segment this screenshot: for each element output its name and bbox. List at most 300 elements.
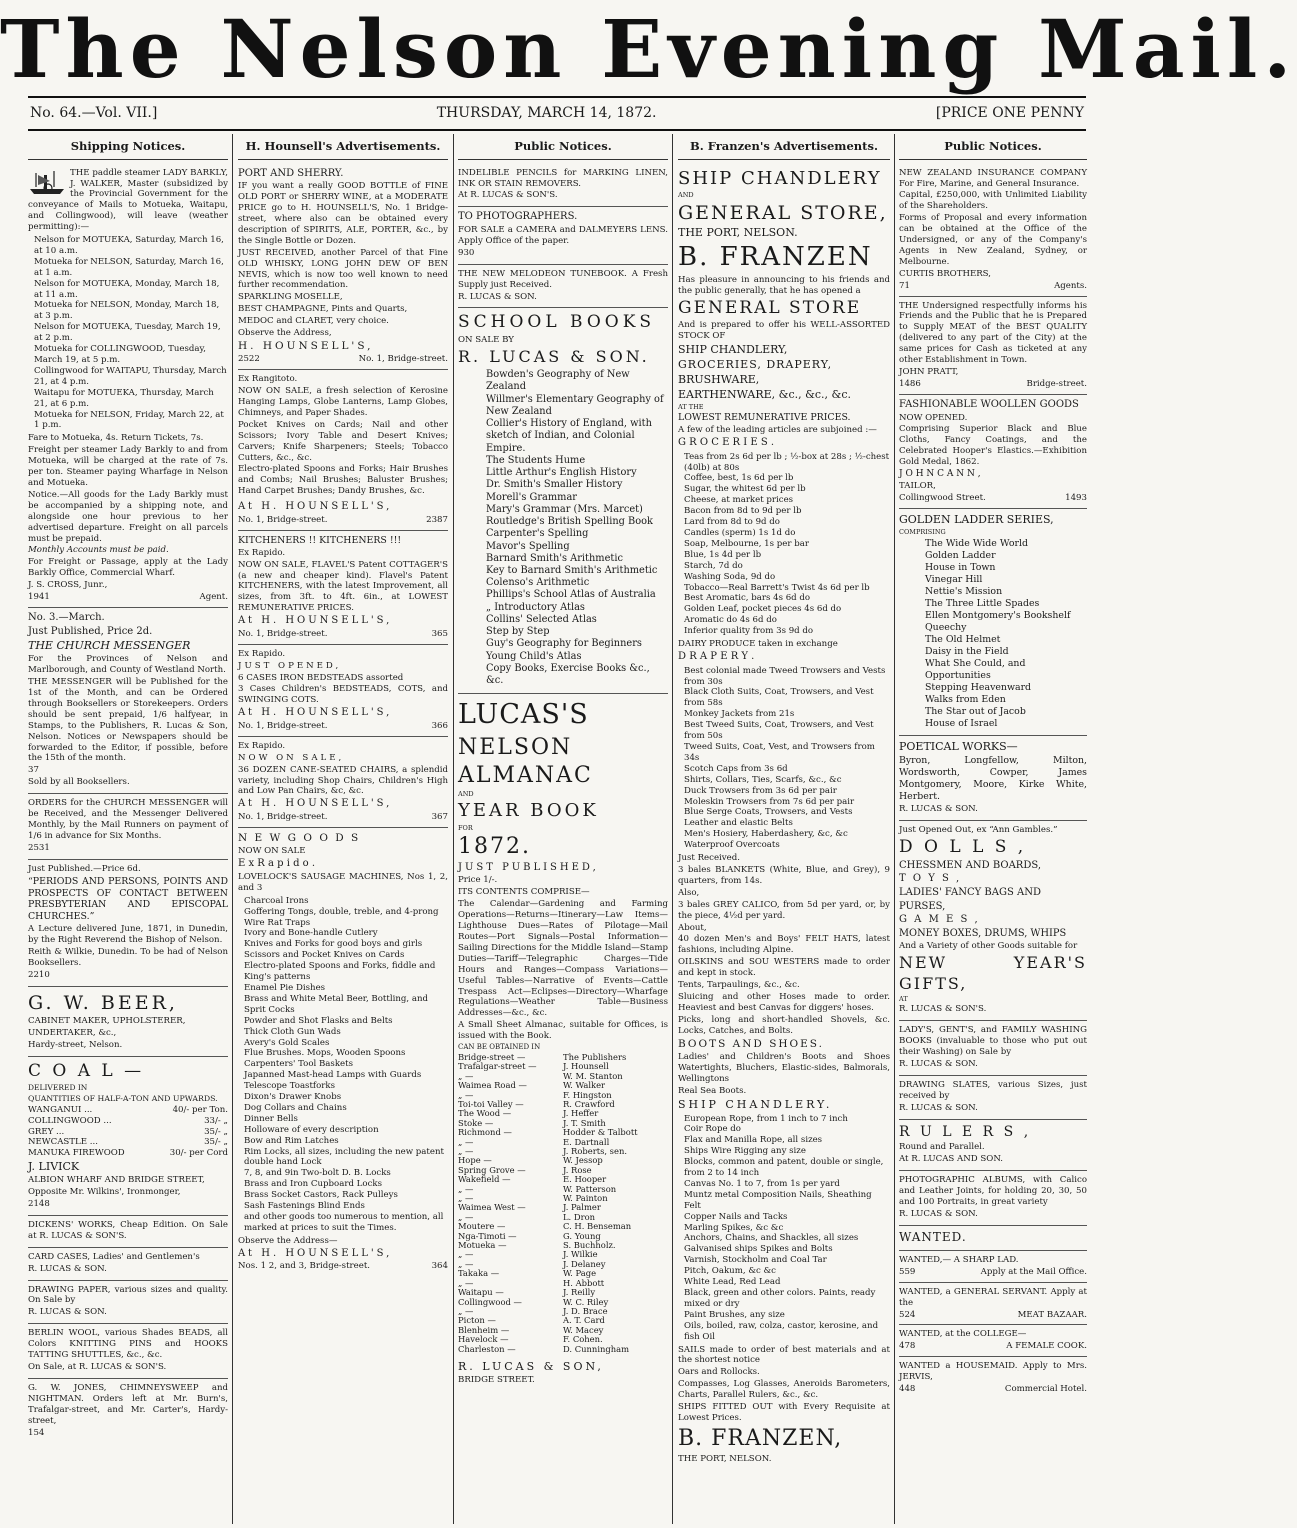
agent-name: J. Heffer xyxy=(563,1108,599,1119)
grocery-item: Blue, 1s 4d per lb xyxy=(684,549,762,560)
washing-by: R. LUCAS & SON. xyxy=(899,1058,978,1069)
periods-title: “PERIODS AND PERSONS, POINTS AND PROSPECTS OF CONTACT BETWEEN PRESBYTERIAN AND EPISCOPAL CHURCHES.” xyxy=(28,875,228,923)
book-item: Guy's Geography for Beginners xyxy=(486,638,642,650)
new-goods-title: N E W G O O D S xyxy=(238,831,361,844)
ladder-book-item: Stepping Heavenward xyxy=(925,681,1032,693)
hounsell-addr: No. 1, Bridge-street. xyxy=(238,514,328,525)
bedsteads-ad xyxy=(238,645,448,737)
goods-item: Dinner Bells xyxy=(244,1113,298,1124)
sailing-item: Motueka for NELSON, Saturday, March 16, at 1 a.m. xyxy=(34,256,224,278)
goods-item: Charcoal Irons xyxy=(244,895,309,906)
albums-text: PHOTOGRAPHIC ALBUMS, with Calico and Leather Joints, for holding 20, 30, 50 and 100 Portraits, in great variety xyxy=(899,1175,1087,1207)
washing-text: LADY'S, GENT'S, and FAMILY WASHING BOOKS (invaluable to those who put out their Washing) on Sale by xyxy=(899,1025,1087,1057)
hats-line: 40 dozen Men's and Boys' FELT HATS, latest fashions, including Alpine. xyxy=(678,934,890,956)
goods-item: Goffering Tongs, double, treble, and 4-prong xyxy=(244,906,439,917)
ex-ship: Ex Rangitoto. xyxy=(238,374,298,385)
goods-item: Powder and Shot Flasks and Belts xyxy=(244,1015,393,1026)
agent-name: G. Young xyxy=(563,1230,601,1241)
agent-place: The Wood — xyxy=(458,1108,512,1119)
sparkling: SPARKLING MOSELLE, xyxy=(238,292,343,303)
almanac-price: Price 1/-. xyxy=(458,875,498,886)
ladder-book-item: Golden Ladder xyxy=(925,550,996,562)
ladder-title: GOLDEN LADDER SERIES, xyxy=(899,513,1054,527)
book-item: Young Child's Atlas xyxy=(486,650,582,662)
sailing-item: Nelson for MOTUEKA, Saturday, March 16, at 10 a.m. xyxy=(34,235,224,256)
agent-place: Toi-toi Valley — xyxy=(458,1098,524,1109)
agent-name: F. Cohen. xyxy=(563,1334,603,1345)
cards-text: CARD CASES, Ladies' and Gentlemen's xyxy=(28,1251,200,1262)
sweep-ad xyxy=(28,1379,228,1444)
franzen-footer-name: B. FRANZEN, xyxy=(678,1425,843,1451)
comprising-text: Comprising Superior Black and Blue Cloths, Fancy Coatings, and the Celebrated Hooper's Elastics.—Exhibition Gold Medal, 1862. xyxy=(899,424,1087,468)
pleasure-text: Has pleasure in announcing to his friends and the public generally, that he has opened a xyxy=(678,274,890,296)
agent-name: E. Dartnall xyxy=(563,1136,610,1147)
agent-name: The Publishers xyxy=(563,1051,627,1062)
wanted-cook-ad xyxy=(899,1325,1087,1357)
rangitoto-ad xyxy=(238,370,448,531)
poetical-ad xyxy=(899,736,1087,821)
hounsell-addr: No. 1, Bridge-street. xyxy=(238,628,328,639)
hounsell-addr: No. 1, Bridge-street. xyxy=(238,812,328,823)
book-item: Willmer's Elementary Geography of New Zealand xyxy=(486,393,664,417)
grocery-item: Teas from 2s 6d per lb ; ½-box at 28s ; ½-chest (40lb) at 80s xyxy=(684,451,890,473)
freight: Freight per steamer Lady Barkly to and from Motueka, will be charged at the rate of 7s. per ton. Steamer paying Wharfage in Nelson and Motueka. xyxy=(28,445,228,488)
slates-text: DRAWING SLATES, various Sizes, just received by xyxy=(899,1079,1087,1101)
offer-text: And is prepared to offer his WELL-ASSORTED STOCK OF xyxy=(678,320,890,342)
goods-item: Dog Collars and Chains xyxy=(244,1102,347,1113)
agent-name: J. D. Brace xyxy=(563,1305,608,1316)
almanac-ad xyxy=(458,694,668,1390)
goods-item: Scissors and Pocket Knives on Cards xyxy=(244,950,405,961)
port-line: THE PORT, NELSON. xyxy=(678,225,798,239)
rulers-sub: Round and Parallel. xyxy=(899,1142,985,1153)
sailing-item: Motueka for NELSON, Friday, March 22, at 1 p.m. xyxy=(34,409,224,431)
cots-text: 3 Cases Children's BEDSTEADS, COTS, and SWINGING COTS. xyxy=(238,684,448,706)
goods-item: Bow and Rim Latches xyxy=(244,1135,339,1146)
wanted-place: A FEMALE COOK. xyxy=(1006,1341,1087,1352)
agent-name: R. Crawford xyxy=(563,1098,615,1109)
sailing-item: Nelson for MOTUEKA, Tuesday, March 19, at 2 p.m. xyxy=(34,322,221,344)
agent-place: Moutere — xyxy=(458,1221,506,1232)
goods-item: 7, 8, and 9in Two-bolt D. B. Locks xyxy=(244,1168,391,1179)
agent-name: D. Cunningham xyxy=(563,1343,630,1354)
school-books-ad xyxy=(458,308,668,694)
chandlery-item: Copper Nails and Tacks xyxy=(684,1211,788,1222)
agent-place: Motueka — xyxy=(458,1240,507,1251)
gifts-at: AT xyxy=(899,995,908,1003)
goods-item: Electro-plated Spoons and Forks, fiddle and King's patterns xyxy=(244,961,436,983)
beer-ad xyxy=(28,987,228,1057)
golden-ladder-ad xyxy=(899,509,1087,736)
ad-number: 2531 xyxy=(28,842,50,853)
sails-line: SAILS made to order of best materials and at the shortest notice xyxy=(678,1344,890,1366)
goods-item: Dixon's Drawer Knobs xyxy=(244,1092,342,1103)
chandlery-item: Ships Wire Rigging any size xyxy=(684,1146,806,1157)
agent-row xyxy=(458,1345,668,1354)
notice: Notice.—All goods for the Lady Barkly must be accompanied by a shipping note, and alongside one hour previous to her advertised departure. Freight on all parcels must be prepaid. xyxy=(28,489,228,544)
ladder-list xyxy=(925,538,1087,729)
book-item: Key to Barnard Smith's Arithmetic xyxy=(486,564,658,576)
coal-seller: J. LIVICK xyxy=(28,1160,80,1174)
contents-head: ITS CONTENTS COMPRISE— xyxy=(458,887,590,898)
drapery-item: Tweed Suits, Coat, Vest, and Trowsers from 34s xyxy=(684,742,875,763)
sweep-text: G. W. JONES, CHIMNEYSWEEP and NIGHTMAN. Orders left at Mr. Burn's, Trafalgar-street, and Mr. Carter's, Hardy-street, xyxy=(28,1382,228,1426)
hounsell-name: At H. HOUNSELL'S, xyxy=(238,615,393,627)
gd-line: GROCERIES, DRAPERY, xyxy=(678,357,833,371)
money-line: MONEY BOXES, DRUMS, WHIPS xyxy=(899,928,1067,940)
photographers-ad xyxy=(458,207,668,264)
wanted-housemaid-ad xyxy=(899,1357,1087,1399)
sea-line: Real Sea Boots. xyxy=(678,1085,747,1096)
almanac-year: 1872. xyxy=(458,833,531,859)
dateline-rule xyxy=(28,129,1086,131)
just-published: JUST PUBLISHED, xyxy=(458,861,599,873)
column-divider xyxy=(672,134,673,1524)
agent-name: J. Hounsell xyxy=(563,1061,609,1072)
column-heading: Shipping Notices. xyxy=(28,136,228,160)
agent-name: W. Page xyxy=(563,1268,597,1279)
insurance-ad xyxy=(899,164,1087,297)
agent-place: „ — xyxy=(458,1258,474,1269)
ad-number: 524 xyxy=(899,1309,916,1320)
periods-lecture: A Lecture delivered June, 1871, in Dunedin, by the Right Reverend the Bishop of Nelson. xyxy=(28,924,228,946)
column-divider xyxy=(232,134,233,1524)
oilskins-line: OILSKINS and SOU WESTERS made to order and kept in stock. xyxy=(678,957,890,979)
bags-line: LADIES' FANCY BAGS AND xyxy=(899,886,1041,898)
ladder-book-item: Queechy xyxy=(925,622,967,634)
book-item: Collier's History of England, with sketch of Indian, and Colonial Empire. xyxy=(486,418,652,454)
agent-place: „ — xyxy=(458,1146,474,1156)
drapery-item: Black Cloth Suits, Coat, Trowsers, and Vest from 58s xyxy=(684,687,874,709)
column-divider xyxy=(453,134,454,1524)
agent-place: Collingwood — xyxy=(458,1296,522,1307)
gifts-by: R. LUCAS & SON'S. xyxy=(899,1004,987,1015)
kitcheners-ad xyxy=(238,531,448,645)
variety-line: And a Variety of other Goods suitable for xyxy=(899,941,1078,952)
wanted-text: WANTED, a GENERAL SERVANT. Apply at the xyxy=(899,1286,1087,1308)
grocery-item: Starch, 7d do xyxy=(684,560,743,571)
now-on-sale: NOW ON SALE, xyxy=(238,752,345,763)
grocery-item: Bacon from 8d to 9d per lb xyxy=(684,506,802,517)
coal-item: COLLINGWOOD ... xyxy=(28,1115,112,1126)
wanted-place: Commercial Hotel. xyxy=(1004,1384,1087,1395)
ad-number: 1486 xyxy=(899,378,921,389)
agent-name: E. Hooper xyxy=(563,1174,607,1185)
earth-line: EARTHENWARE, &c., &c., &c. xyxy=(678,387,851,401)
column-heading: B. Franzen's Advertisements. xyxy=(678,136,890,160)
book-item: Mavor's Spelling xyxy=(486,540,570,552)
agent-place: Richmond — xyxy=(458,1127,512,1138)
franzen-ad xyxy=(678,164,890,1470)
column-notices-right xyxy=(899,136,1087,1521)
chandlery-item: European Rope, from 1 inch to 7 inch xyxy=(684,1113,848,1124)
agent-label: Agent. xyxy=(199,592,228,603)
chandlery-item: Flax and Manilla Rope, all sizes xyxy=(684,1135,823,1146)
issue-date: THURSDAY, MARCH 14, 1872. xyxy=(436,105,657,121)
coal-item: WANGANUI ... xyxy=(28,1104,93,1115)
berlin-by: On Sale, at R. LUCAS & SON'S. xyxy=(28,1361,167,1372)
hounsell-addr: No. 1, Bridge-street. xyxy=(358,354,448,365)
sluicing-line: Sluicing and other Hoses made to order. Heaviest and best Canvas for diggers' hoses. xyxy=(678,991,890,1013)
berlin-text: BERLIN WOOL, various Shades BEADS, all Colors KNITTING PINS and HOOKS TATTING SHUTTLES, &c., &c. xyxy=(28,1328,228,1361)
column-shipping xyxy=(28,136,228,1521)
pencils-by: At R. LUCAS & SON'S. xyxy=(458,190,558,201)
flavel-text: NOW ON SALE, FLAVEL'S Patent COTTAGER'S (a new and cheaper kind). Flavel's Patent KITCHENERS, with the latest Improvement, all sizes, from 3ft. to 4ft. 6in., at LOWEST REMUNERATIVE PRICES. xyxy=(238,559,448,614)
wanted-section xyxy=(899,1226,1087,1251)
coal-ad xyxy=(28,1057,228,1216)
pratt-text: THE Undersigned respectfully informs his Friends and the Public that he is Prepared to Supply MEAT of the BEST QUALITY (delivered to any part of the City) at the same prices for Cash as ticketed at any other Establishment in Town. xyxy=(899,300,1087,366)
franzen-footer-port: THE PORT, NELSON. xyxy=(678,1453,772,1464)
agent-name: S. Buchholz. xyxy=(563,1240,616,1251)
coal-price: 30/- per Cord xyxy=(169,1148,228,1159)
insurance-text: NEW ZEALAND INSURANCE COMPANY For Fire, Marine, and General Insurance. xyxy=(899,167,1087,189)
forms-text: Forms of Proposal and every information can be obtained at the Office of the Undersigned, or any of the Company's Agents in New Zealand, Sydney, or Melbourne. xyxy=(899,213,1087,267)
ad-number: 478 xyxy=(899,1341,916,1352)
wanted-lad-ad xyxy=(899,1251,1087,1283)
issue-no: No. 3.—March. xyxy=(28,611,105,623)
ship-chandlery-title: SHIP CHANDLERY xyxy=(678,167,882,189)
ladder-book-item: Nettie's Mission xyxy=(925,586,1003,598)
column-franzen xyxy=(678,136,890,1521)
wanted-apply: Apply at the Mail Office. xyxy=(980,1266,1087,1277)
chandlery-item: Pitch, Oakum, &c &c xyxy=(684,1266,776,1277)
drapery-item: Moleskin Trowsers from 7s 6d per pair xyxy=(684,796,855,807)
pencils-text: INDELIBLE PENCILS for MARKING LINEN, INK OR STAIN REMOVERS. xyxy=(458,167,668,189)
steamer-notice xyxy=(28,164,228,608)
agent-place: „ — xyxy=(458,1070,474,1081)
goods-item: Avery's Gold Scales xyxy=(244,1037,330,1048)
agent-place: Bridge-street — xyxy=(458,1051,526,1062)
machines-text: LOVELOCK'S SAUSAGE MACHINES, Nos 1, 2, and 3 xyxy=(238,871,448,893)
about-line: About, xyxy=(678,922,707,933)
ladder-book-item: Ellen Montgomery's Bookshelf xyxy=(925,610,1071,622)
hounsell-name: At H. HOUNSELL'S, xyxy=(238,501,393,513)
ex-ship: E x R a p i d o . xyxy=(238,858,316,870)
bedsteads-text: 6 CASES IRON BEDSTEADS assorted xyxy=(238,672,404,683)
ad-number: 367 xyxy=(431,812,448,823)
lowest-line: LOWEST REMUNERATIVE PRICES. xyxy=(678,412,851,424)
paddle-steamer-icon xyxy=(28,167,66,197)
ladder-book-item: Daisy in the Field xyxy=(925,645,1009,657)
port-text: IF you want a really GOOD BOTTLE of FINE OLD PORT or SHERRY WINE, at a MODERATE PRICE go to H. HOUNSELL'S, No. 1 Bridge-street, where also can be obtained every description of SPIRITS, ALE, PORTER, &c., by the Single Bottle or Dozen. xyxy=(238,181,448,246)
few-line: A few of the leading articles are subjoined :— xyxy=(678,425,877,436)
ladder-book-item: The Old Helmet xyxy=(925,633,1001,645)
medoc: MEDOC and CLARET, very choice. xyxy=(238,316,389,327)
slates-by: R. LUCAS & SON. xyxy=(899,1102,978,1113)
chandlery-item: Varnish, Stockholm and Coal Tar xyxy=(684,1255,827,1266)
beer-name: G. W. BEER, xyxy=(28,991,178,1014)
agent-name: W. M. Stanton xyxy=(563,1070,623,1081)
column-divider xyxy=(894,134,895,1524)
column-hounsell xyxy=(238,136,448,1521)
agent-place: „ — xyxy=(458,1305,474,1316)
ladder-book-item: The Wide Wide World xyxy=(925,538,1028,550)
agent-place: „ — xyxy=(458,1249,474,1260)
agent-place: Charleston — xyxy=(458,1343,516,1354)
fare: Fare to Motueka, 4s. Return Tickets, 7s. xyxy=(28,433,204,444)
franzen-name: B. FRANZEN xyxy=(678,241,873,272)
grocery-item: Soap, Melbourne, 1s per bar xyxy=(684,538,809,549)
grocery-item: Aromatic do 4s 6d do xyxy=(684,615,777,626)
cann-addr: Collingwood Street. xyxy=(899,493,986,504)
pratt-name: JOHN PRATT, xyxy=(899,367,959,377)
groceries-title: G R O C E R I E S . xyxy=(678,436,775,448)
wanted-text: WANTED,— A SHARP LAD. xyxy=(899,1254,1019,1265)
sailing-item: Nelson for MOTUEKA, Monday, March 18, at 11 a.m. xyxy=(34,278,220,300)
pencils-ad xyxy=(458,164,668,208)
yearbook: YEAR BOOK xyxy=(458,799,599,821)
column-heading: Public Notices. xyxy=(899,136,1087,160)
obtained: CAN BE OBTAINED IN xyxy=(458,1043,541,1052)
lucas-name: R. LUCAS & SON. xyxy=(458,346,650,366)
blankets-line: 3 bales BLANKETS (White, Blue, and Grey), 9 quarters, from 14s. xyxy=(678,864,890,886)
wanted-servant-ad xyxy=(899,1283,1087,1326)
drapery-item: Blue Serge Coats, Trowsers, and Vests xyxy=(684,807,853,818)
photo-text: FOR SALE a CAMERA and DALMEYERS LENS. Apply Office of the paper. xyxy=(458,225,668,246)
ad-number: 37 xyxy=(28,765,39,776)
pratt-addr: Bridge-street. xyxy=(1026,378,1087,389)
masthead-title: The Nelson Evening Mail. xyxy=(0,2,1297,96)
ad-number: 2210 xyxy=(28,969,50,980)
pub-line: Just Published, Price 2d. xyxy=(28,625,153,637)
church-for: For the Provinces of Nelson and Marlborough, and County of Westland North. xyxy=(28,654,228,676)
melodeon-text: THE NEW MELODEON TUNEBOOK. A Fresh Supply just Received. xyxy=(458,268,668,290)
book-item: Phillips's School Atlas of Australia xyxy=(486,589,656,601)
almanac-title-1: LUCAS'S xyxy=(458,699,589,731)
agent-name: F. Hingston xyxy=(563,1089,612,1100)
oars-line: Oars and Rollocks. xyxy=(678,1367,760,1378)
book-item: Barnard Smith's Arithmetic xyxy=(486,552,623,564)
just-opened: JUST OPENED, xyxy=(238,660,342,671)
cann-name: J O H N C A N N , xyxy=(899,469,981,480)
contents-text: The Calendar—Gardening and Farming Operations—Returns—Itinerary—Law Items—Lighthouse Dues—Rates of Pilotage—Mail Routes—Port Signals—Postal Information—Sailing Directions for the Middle Island—Stamp Duties—Tariff—Telegraphic Charges—Tide Hours and Ranges—Compass Variations—Useful Tables—Narrative of Events—Cattle Trespass Act—Eclipses—Directory—Wharfage Regulations—Weather Table—Business Addresses—&c., &c. xyxy=(458,899,668,1019)
almanac-for: FOR xyxy=(458,823,473,832)
goods-item: Knives and Forks for good boys and girls xyxy=(244,939,423,950)
general-store: GENERAL STORE xyxy=(678,297,862,318)
ex-ship: Ex Rapido. xyxy=(238,547,286,558)
periods-ad xyxy=(28,860,228,987)
capital-text: Capital, £250,000, with Unlimited Liability of the Shareholders. xyxy=(899,190,1087,212)
gifts-title: NEW YEAR'S GIFTS, xyxy=(899,953,1087,993)
goods-item: Carpenters' Tool Baskets xyxy=(244,1059,353,1070)
ad-number: 930 xyxy=(458,247,475,258)
wanted-text: WANTED a HOUSEMAID. Apply to Mrs. JERVIS, xyxy=(899,1361,1087,1383)
melodeon-ad xyxy=(458,265,668,309)
goods-item: Japanned Mast-head Lamps with Guards xyxy=(244,1070,422,1081)
ad-number: 2522 xyxy=(238,354,260,365)
book-item: Morell's Grammar xyxy=(486,491,577,503)
periods-had: Reith & Wilkie, Dunedin. To be had of Nelson Booksellers. xyxy=(28,947,228,969)
drapery-item: Best Tweed Suits, Coat, Trowsers, and Vest from 50s xyxy=(684,720,874,742)
agent-name: J. Palmer xyxy=(563,1202,601,1213)
berlin-wool-ad xyxy=(28,1324,228,1379)
agents-label: Agents. xyxy=(1054,280,1087,291)
drapery-item: Duck Trowsers from 3s 6d per pair xyxy=(684,785,837,796)
dickens-ad xyxy=(28,1216,228,1248)
ladder-book-item: House of Israel xyxy=(925,717,998,729)
agent-place: Wakefield — xyxy=(458,1174,511,1185)
book-item: Mary's Grammar (Mrs. Marcet) xyxy=(486,503,643,515)
agent-name: L. Dron xyxy=(563,1211,596,1222)
chandlery-item: Muntz metal Composition Nails, Sheathing Felt xyxy=(684,1189,872,1211)
hounsell-name: H. HOUNSELL'S, xyxy=(238,339,374,352)
goods-item: Telescope Toastforks xyxy=(244,1081,336,1092)
church-title: THE CHURCH MESSENGER xyxy=(28,639,191,653)
apply: For Freight or Passage, apply at the Lady Barkly Office, Commercial Wharf. xyxy=(28,557,228,579)
book-item: Routledge's British Spelling Book xyxy=(486,516,653,528)
dickens-text: DICKENS' WORKS, Cheap Edition. On Sale at R. LUCAS & SON'S. xyxy=(28,1219,228,1241)
grocery-item: Lard from 8d to 9d do xyxy=(684,517,780,528)
washing-books-ad xyxy=(899,1021,1087,1076)
ad-number: 1941 xyxy=(28,592,50,603)
now-opened: NOW OPENED. xyxy=(899,412,968,423)
agent-place: Waitapu — xyxy=(458,1287,504,1298)
pratt-ad xyxy=(899,297,1087,395)
also-line: Also, xyxy=(678,887,700,898)
ad-number: 365 xyxy=(431,628,448,639)
grocery-item: Sugar, the whitest 6d per lb xyxy=(684,484,806,495)
church-sold: Sold by all Booksellers. xyxy=(28,777,130,788)
chess-line: CHESSMEN AND BOARDS, xyxy=(899,859,1042,871)
book-item: „ Introductory Atlas xyxy=(486,601,585,613)
signed: J. S. CROSS, Junr., xyxy=(28,580,108,591)
rulers-by: At R. LUCAS AND SON. xyxy=(899,1154,1004,1165)
ad-number: 154 xyxy=(28,1427,45,1438)
pub-line: Just Published.—Price 6d. xyxy=(28,863,141,874)
chandlery-list xyxy=(684,1114,890,1343)
ex-ship: Ex Rapido. xyxy=(238,740,286,751)
electro-text: Electro-plated Spoons and Forks; Hair Brushes and Combs; Nail Brushes; Baluster Brushes; Hand Carpet Brushes; Dandy Brushes, &c. xyxy=(238,464,448,497)
column-heading: Public Notices. xyxy=(458,136,668,160)
agent-name: A. T. Card xyxy=(563,1315,605,1326)
boots-text: Ladies' and Children's Boots and Shoes Watertights, Bluchers, Elastic-sides, Balmorals, Wellingtons xyxy=(678,1051,890,1084)
book-item: The Students Hume xyxy=(486,454,586,466)
photo-head: TO PHOTOGRAPHERS. xyxy=(458,211,578,223)
grocery-item: Inferior quality from 3s 9d do xyxy=(684,626,814,637)
beer-under: UNDERTAKER, &c., xyxy=(28,1027,117,1038)
grocery-item: Best Aromatic, bars 4s 6d do xyxy=(684,593,811,604)
calico-line: 3 bales GREY CALICO, from 5d per yard, or, by the piece, 4½d per yard. xyxy=(678,899,890,921)
coal-price: 35/- „ xyxy=(204,1126,228,1137)
book-item: Dr. Smith's Smaller History xyxy=(486,479,623,491)
observe: Observe the Address, xyxy=(238,328,332,339)
drawing-by: R. LUCAS & SON. xyxy=(28,1307,107,1318)
grocery-item: Coffee, best, 1s 6d per lb xyxy=(684,473,794,484)
curtis-name: CURTIS BROTHERS, xyxy=(899,268,991,279)
book-item: Bowden's Geography of New Zealand xyxy=(486,369,630,393)
knives-text: Pocket Knives on Cards; Nail and other Scissors; Ivory Table and Desert Knives; Carvers; Knife Sharpeners; Steels; Tobacco Cutters, &c., &c. xyxy=(238,419,448,463)
agent-name: W. Walker xyxy=(563,1080,606,1091)
ad-number: 364 xyxy=(431,1261,448,1272)
sc-line: SHIP CHANDLERY, xyxy=(678,343,788,357)
tailor: TAILOR, xyxy=(899,481,936,492)
agent-place: Trafalgar-street — xyxy=(458,1061,537,1072)
dairy-line: DAIRY PRODUCE taken in exchange xyxy=(678,639,838,650)
poets-text: Byron, Longfellow, Milton, Wordsworth, Cowper, James Montgomery, Moore, Kirke White, Herbert. xyxy=(899,755,1087,803)
and-label: AND xyxy=(678,191,694,200)
rulers-ad xyxy=(899,1120,1087,1172)
chandlery-item: Marling Spikes, &c &c xyxy=(684,1222,784,1233)
church-messenger-ad xyxy=(28,608,228,794)
goods-item: and other goods too numerous to mention, all marked at prices to suit the Times. xyxy=(244,1212,444,1233)
agent-place: Waimea West — xyxy=(458,1202,526,1213)
woollen-title: FASHIONABLE WOOLLEN GOODS xyxy=(899,398,1079,410)
albums-ad xyxy=(899,1171,1087,1226)
ad-number: 2387 xyxy=(426,514,448,525)
drapery-item: Monkey Jackets from 21s xyxy=(684,709,795,720)
footer-addr: BRIDGE STREET. xyxy=(458,1374,535,1385)
goods-item: Ivory and Bone-handle Cutlery xyxy=(244,928,378,939)
